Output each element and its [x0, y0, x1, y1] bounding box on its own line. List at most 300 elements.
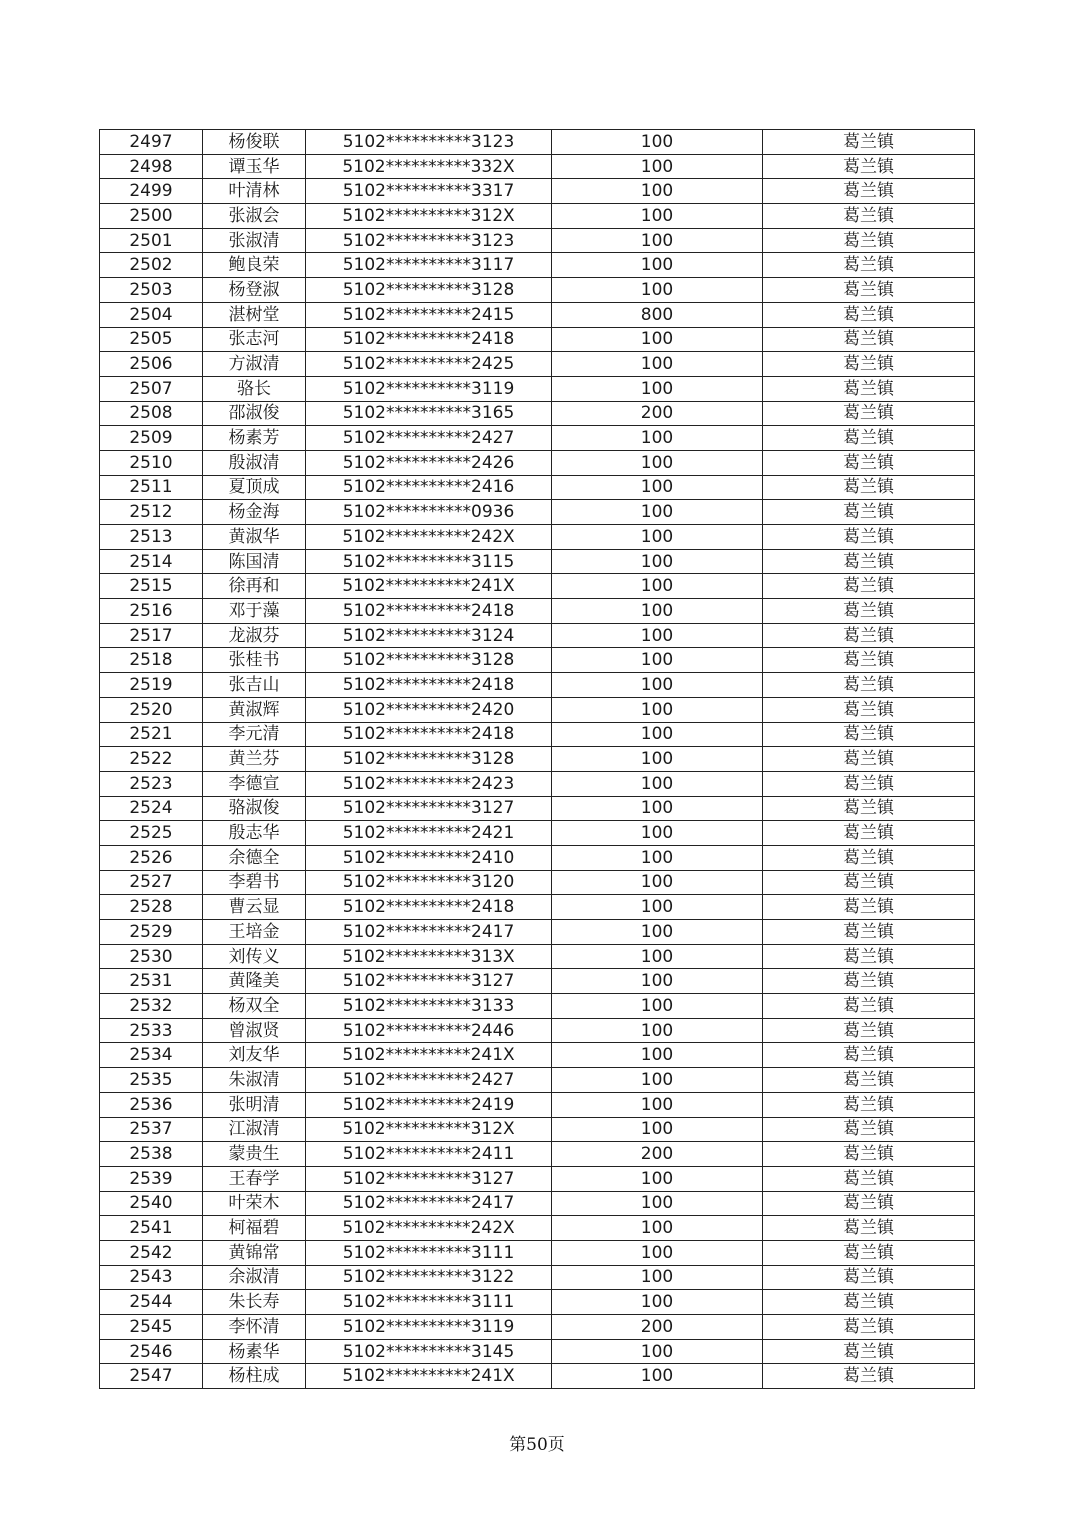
row-number-cell: 2513	[100, 525, 203, 550]
amount-cell: 100	[552, 1166, 763, 1191]
row-number-cell: 2524	[100, 796, 203, 821]
name-cell: 曹云显	[203, 895, 306, 920]
table-row	[100, 376, 975, 401]
table-row	[100, 1043, 975, 1068]
amount-cell: 100	[552, 747, 763, 772]
id-number-cell: 5102**********3117	[306, 253, 552, 278]
name-cell: 李碧书	[203, 870, 306, 895]
id-number-cell: 5102**********2410	[306, 845, 552, 870]
town-cell: 葛兰镇	[763, 327, 975, 352]
table-row	[100, 599, 975, 624]
amount-cell: 100	[552, 1364, 763, 1389]
amount-cell: 200	[552, 401, 763, 426]
town-cell: 葛兰镇	[763, 722, 975, 747]
page-number: 第50页	[509, 1435, 565, 1455]
town-cell: 葛兰镇	[763, 1068, 975, 1093]
name-cell: 杨素芳	[203, 426, 306, 451]
amount-cell: 100	[552, 1191, 763, 1216]
amount-cell: 100	[552, 648, 763, 673]
amount-cell: 100	[552, 549, 763, 574]
row-number-cell: 2506	[100, 352, 203, 377]
row-number-cell: 2510	[100, 450, 203, 475]
town-cell: 葛兰镇	[763, 1142, 975, 1167]
id-number-cell: 5102**********2417	[306, 1191, 552, 1216]
table-row	[100, 1240, 975, 1265]
row-number-cell: 2498	[100, 154, 203, 179]
table-row	[100, 278, 975, 303]
town-cell: 葛兰镇	[763, 1315, 975, 1340]
table-row	[100, 673, 975, 698]
row-number-cell: 2503	[100, 278, 203, 303]
amount-cell: 100	[552, 673, 763, 698]
name-cell: 杨双全	[203, 994, 306, 1019]
amount-cell: 100	[552, 623, 763, 648]
id-number-cell: 5102**********3122	[306, 1265, 552, 1290]
row-number-cell: 2505	[100, 327, 203, 352]
amount-cell: 100	[552, 920, 763, 945]
name-cell: 邵淑俊	[203, 401, 306, 426]
amount-cell: 100	[552, 1092, 763, 1117]
amount-cell: 100	[552, 1240, 763, 1265]
row-number-cell: 2520	[100, 697, 203, 722]
town-cell: 葛兰镇	[763, 895, 975, 920]
table-row	[100, 302, 975, 327]
town-cell: 葛兰镇	[763, 179, 975, 204]
name-cell: 王培金	[203, 920, 306, 945]
town-cell: 葛兰镇	[763, 204, 975, 229]
name-cell: 刘传义	[203, 944, 306, 969]
amount-cell: 100	[552, 327, 763, 352]
row-number-cell: 2500	[100, 204, 203, 229]
row-number-cell: 2517	[100, 623, 203, 648]
id-number-cell: 5102**********2423	[306, 771, 552, 796]
table-row	[100, 895, 975, 920]
id-number-cell: 5102**********2416	[306, 475, 552, 500]
id-number-cell: 5102**********2426	[306, 450, 552, 475]
row-number-cell: 2534	[100, 1043, 203, 1068]
id-number-cell: 5102**********242X	[306, 1216, 552, 1241]
row-number-cell: 2528	[100, 895, 203, 920]
row-number-cell: 2543	[100, 1265, 203, 1290]
name-cell: 徐再和	[203, 574, 306, 599]
id-number-cell: 5102**********2425	[306, 352, 552, 377]
amount-cell: 100	[552, 130, 763, 155]
row-number-cell: 2545	[100, 1315, 203, 1340]
table-row	[100, 648, 975, 673]
id-number-cell: 5102**********3145	[306, 1339, 552, 1364]
amount-cell: 100	[552, 697, 763, 722]
table-row	[100, 1068, 975, 1093]
town-cell: 葛兰镇	[763, 253, 975, 278]
amount-cell: 100	[552, 1068, 763, 1093]
table-row	[100, 771, 975, 796]
name-cell: 骆淑俊	[203, 796, 306, 821]
id-number-cell: 5102**********2420	[306, 697, 552, 722]
table-row	[100, 821, 975, 846]
table-row	[100, 475, 975, 500]
row-number-cell: 2531	[100, 969, 203, 994]
row-number-cell: 2535	[100, 1068, 203, 1093]
town-cell: 葛兰镇	[763, 549, 975, 574]
name-cell: 杨俊联	[203, 130, 306, 155]
id-number-cell: 5102**********312X	[306, 1117, 552, 1142]
amount-cell: 100	[552, 253, 763, 278]
name-cell: 方淑清	[203, 352, 306, 377]
town-cell: 葛兰镇	[763, 1364, 975, 1389]
row-number-cell: 2509	[100, 426, 203, 451]
row-number-cell: 2540	[100, 1191, 203, 1216]
row-number-cell: 2516	[100, 599, 203, 624]
id-number-cell: 5102**********2418	[306, 327, 552, 352]
row-number-cell: 2512	[100, 500, 203, 525]
name-cell: 黄淑辉	[203, 697, 306, 722]
row-number-cell: 2544	[100, 1290, 203, 1315]
table-row	[100, 1216, 975, 1241]
id-number-cell: 5102**********3127	[306, 796, 552, 821]
row-number-cell: 2502	[100, 253, 203, 278]
town-cell: 葛兰镇	[763, 228, 975, 253]
id-number-cell: 5102**********3165	[306, 401, 552, 426]
name-cell: 殷淑清	[203, 450, 306, 475]
name-cell: 骆长	[203, 376, 306, 401]
table-row	[100, 1117, 975, 1142]
row-number-cell: 2538	[100, 1142, 203, 1167]
town-cell: 葛兰镇	[763, 352, 975, 377]
amount-cell: 100	[552, 426, 763, 451]
name-cell: 蒙贵生	[203, 1142, 306, 1167]
name-cell: 张桂书	[203, 648, 306, 673]
id-number-cell: 5102**********2415	[306, 302, 552, 327]
town-cell: 葛兰镇	[763, 376, 975, 401]
row-number-cell: 2522	[100, 747, 203, 772]
town-cell: 葛兰镇	[763, 1092, 975, 1117]
town-cell: 葛兰镇	[763, 302, 975, 327]
amount-cell: 100	[552, 179, 763, 204]
id-number-cell: 5102**********3128	[306, 648, 552, 673]
amount-cell: 100	[552, 278, 763, 303]
name-cell: 黄隆美	[203, 969, 306, 994]
row-number-cell: 2511	[100, 475, 203, 500]
table-row	[100, 253, 975, 278]
amount-cell: 100	[552, 574, 763, 599]
row-number-cell: 2521	[100, 722, 203, 747]
id-number-cell: 5102**********2417	[306, 920, 552, 945]
town-cell: 葛兰镇	[763, 525, 975, 550]
row-number-cell: 2507	[100, 376, 203, 401]
row-number-cell: 2501	[100, 228, 203, 253]
town-cell: 葛兰镇	[763, 574, 975, 599]
town-cell: 葛兰镇	[763, 1166, 975, 1191]
name-cell: 杨柱成	[203, 1364, 306, 1389]
id-number-cell: 5102**********3123	[306, 228, 552, 253]
id-number-cell: 5102**********3133	[306, 994, 552, 1019]
table-row	[100, 327, 975, 352]
table-row	[100, 623, 975, 648]
name-cell: 张淑清	[203, 228, 306, 253]
amount-cell: 800	[552, 302, 763, 327]
town-cell: 葛兰镇	[763, 771, 975, 796]
name-cell: 柯福碧	[203, 1216, 306, 1241]
row-number-cell: 2519	[100, 673, 203, 698]
amount-cell: 100	[552, 599, 763, 624]
name-cell: 湛树堂	[203, 302, 306, 327]
table-row	[100, 401, 975, 426]
name-cell: 龙淑芬	[203, 623, 306, 648]
amount-cell: 100	[552, 376, 763, 401]
id-number-cell: 5102**********2418	[306, 722, 552, 747]
amount-cell: 100	[552, 821, 763, 846]
row-number-cell: 2514	[100, 549, 203, 574]
town-cell: 葛兰镇	[763, 1191, 975, 1216]
town-cell: 葛兰镇	[763, 845, 975, 870]
row-number-cell: 2532	[100, 994, 203, 1019]
amount-cell: 100	[552, 771, 763, 796]
id-number-cell: 5102**********241X	[306, 1043, 552, 1068]
amount-cell: 100	[552, 204, 763, 229]
town-cell: 葛兰镇	[763, 944, 975, 969]
name-cell: 杨登淑	[203, 278, 306, 303]
town-cell: 葛兰镇	[763, 673, 975, 698]
name-cell: 李元清	[203, 722, 306, 747]
id-number-cell: 5102**********2411	[306, 1142, 552, 1167]
id-number-cell: 5102**********313X	[306, 944, 552, 969]
table-row	[100, 1364, 975, 1389]
table-row	[100, 352, 975, 377]
id-number-cell: 5102**********2418	[306, 895, 552, 920]
row-number-cell: 2497	[100, 130, 203, 155]
table-row	[100, 1315, 975, 1340]
town-cell: 葛兰镇	[763, 154, 975, 179]
table-row	[100, 796, 975, 821]
amount-cell: 100	[552, 994, 763, 1019]
id-number-cell: 5102**********2427	[306, 1068, 552, 1093]
roster-table-body	[100, 130, 975, 1389]
id-number-cell: 5102**********2421	[306, 821, 552, 846]
name-cell: 张明清	[203, 1092, 306, 1117]
table-row	[100, 500, 975, 525]
town-cell: 葛兰镇	[763, 475, 975, 500]
name-cell: 张吉山	[203, 673, 306, 698]
table-row	[100, 154, 975, 179]
table-row	[100, 845, 975, 870]
amount-cell: 100	[552, 1339, 763, 1364]
name-cell: 殷志华	[203, 821, 306, 846]
town-cell: 葛兰镇	[763, 1240, 975, 1265]
name-cell: 夏顶成	[203, 475, 306, 500]
amount-cell: 100	[552, 154, 763, 179]
amount-cell: 100	[552, 1117, 763, 1142]
amount-cell: 100	[552, 870, 763, 895]
row-number-cell: 2508	[100, 401, 203, 426]
row-number-cell: 2515	[100, 574, 203, 599]
amount-cell: 100	[552, 1216, 763, 1241]
amount-cell: 200	[552, 1142, 763, 1167]
row-number-cell: 2547	[100, 1364, 203, 1389]
row-number-cell: 2536	[100, 1092, 203, 1117]
name-cell: 杨素华	[203, 1339, 306, 1364]
amount-cell: 100	[552, 944, 763, 969]
id-number-cell: 5102**********3111	[306, 1240, 552, 1265]
amount-cell: 100	[552, 1265, 763, 1290]
name-cell: 李德宣	[203, 771, 306, 796]
town-cell: 葛兰镇	[763, 278, 975, 303]
name-cell: 余德全	[203, 845, 306, 870]
town-cell: 葛兰镇	[763, 401, 975, 426]
table-row	[100, 969, 975, 994]
town-cell: 葛兰镇	[763, 697, 975, 722]
row-number-cell: 2499	[100, 179, 203, 204]
id-number-cell: 5102**********3119	[306, 376, 552, 401]
id-number-cell: 5102**********3119	[306, 1315, 552, 1340]
table-row	[100, 1166, 975, 1191]
table-row	[100, 525, 975, 550]
name-cell: 曾淑贤	[203, 1018, 306, 1043]
row-number-cell: 2542	[100, 1240, 203, 1265]
row-number-cell: 2525	[100, 821, 203, 846]
table-row	[100, 1265, 975, 1290]
table-row	[100, 920, 975, 945]
name-cell: 王春学	[203, 1166, 306, 1191]
row-number-cell: 2533	[100, 1018, 203, 1043]
town-cell: 葛兰镇	[763, 1043, 975, 1068]
row-number-cell: 2523	[100, 771, 203, 796]
town-cell: 葛兰镇	[763, 130, 975, 155]
amount-cell: 100	[552, 1290, 763, 1315]
town-cell: 葛兰镇	[763, 599, 975, 624]
row-number-cell: 2530	[100, 944, 203, 969]
name-cell: 黄兰芬	[203, 747, 306, 772]
row-number-cell: 2518	[100, 648, 203, 673]
name-cell: 张志河	[203, 327, 306, 352]
name-cell: 李怀清	[203, 1315, 306, 1340]
id-number-cell: 5102**********2427	[306, 426, 552, 451]
row-number-cell: 2541	[100, 1216, 203, 1241]
town-cell: 葛兰镇	[763, 969, 975, 994]
table-row	[100, 549, 975, 574]
amount-cell: 100	[552, 228, 763, 253]
town-cell: 葛兰镇	[763, 450, 975, 475]
amount-cell: 100	[552, 796, 763, 821]
amount-cell: 100	[552, 895, 763, 920]
table-row	[100, 179, 975, 204]
amount-cell: 100	[552, 845, 763, 870]
name-cell: 朱淑清	[203, 1068, 306, 1093]
name-cell: 张淑会	[203, 204, 306, 229]
name-cell: 陈国清	[203, 549, 306, 574]
table-row	[100, 1092, 975, 1117]
table-row	[100, 870, 975, 895]
town-cell: 葛兰镇	[763, 426, 975, 451]
id-number-cell: 5102**********3128	[306, 747, 552, 772]
id-number-cell: 5102**********241X	[306, 574, 552, 599]
table-row	[100, 204, 975, 229]
id-number-cell: 5102**********3128	[306, 278, 552, 303]
roster-table	[99, 129, 975, 1389]
id-number-cell: 5102**********241X	[306, 1364, 552, 1389]
table-row	[100, 747, 975, 772]
name-cell: 黄锦常	[203, 1240, 306, 1265]
table-row	[100, 1018, 975, 1043]
amount-cell: 100	[552, 1043, 763, 1068]
id-number-cell: 5102**********3317	[306, 179, 552, 204]
town-cell: 葛兰镇	[763, 648, 975, 673]
town-cell: 葛兰镇	[763, 796, 975, 821]
name-cell: 江淑清	[203, 1117, 306, 1142]
row-number-cell: 2537	[100, 1117, 203, 1142]
id-number-cell: 5102**********0936	[306, 500, 552, 525]
table-row	[100, 426, 975, 451]
table-row	[100, 944, 975, 969]
table-row	[100, 1142, 975, 1167]
id-number-cell: 5102**********3127	[306, 1166, 552, 1191]
amount-cell: 100	[552, 500, 763, 525]
id-number-cell: 5102**********2446	[306, 1018, 552, 1043]
id-number-cell: 5102**********242X	[306, 525, 552, 550]
id-number-cell: 5102**********3115	[306, 549, 552, 574]
row-number-cell: 2529	[100, 920, 203, 945]
id-number-cell: 5102**********3127	[306, 969, 552, 994]
town-cell: 葛兰镇	[763, 870, 975, 895]
row-number-cell: 2539	[100, 1166, 203, 1191]
table-row	[100, 450, 975, 475]
table-row	[100, 1290, 975, 1315]
name-cell: 叶清林	[203, 179, 306, 204]
town-cell: 葛兰镇	[763, 1216, 975, 1241]
town-cell: 葛兰镇	[763, 1339, 975, 1364]
name-cell: 余淑清	[203, 1265, 306, 1290]
table-row	[100, 574, 975, 599]
id-number-cell: 5102**********2418	[306, 673, 552, 698]
id-number-cell: 5102**********3120	[306, 870, 552, 895]
table-row	[100, 228, 975, 253]
name-cell: 刘友华	[203, 1043, 306, 1068]
town-cell: 葛兰镇	[763, 1265, 975, 1290]
town-cell: 葛兰镇	[763, 500, 975, 525]
id-number-cell: 5102**********332X	[306, 154, 552, 179]
amount-cell: 100	[552, 969, 763, 994]
id-number-cell: 5102**********312X	[306, 204, 552, 229]
table-row	[100, 1191, 975, 1216]
row-number-cell: 2526	[100, 845, 203, 870]
town-cell: 葛兰镇	[763, 623, 975, 648]
amount-cell: 100	[552, 1018, 763, 1043]
row-number-cell: 2546	[100, 1339, 203, 1364]
row-number-cell: 2527	[100, 870, 203, 895]
town-cell: 葛兰镇	[763, 1018, 975, 1043]
table-row	[100, 1339, 975, 1364]
town-cell: 葛兰镇	[763, 1290, 975, 1315]
amount-cell: 100	[552, 475, 763, 500]
town-cell: 葛兰镇	[763, 1117, 975, 1142]
town-cell: 葛兰镇	[763, 994, 975, 1019]
name-cell: 邓于藻	[203, 599, 306, 624]
table-row	[100, 722, 975, 747]
name-cell: 叶荣木	[203, 1191, 306, 1216]
name-cell: 黄淑华	[203, 525, 306, 550]
id-number-cell: 5102**********3124	[306, 623, 552, 648]
amount-cell: 100	[552, 722, 763, 747]
name-cell: 朱长寿	[203, 1290, 306, 1315]
id-number-cell: 5102**********2418	[306, 599, 552, 624]
amount-cell: 100	[552, 352, 763, 377]
town-cell: 葛兰镇	[763, 920, 975, 945]
amount-cell: 100	[552, 525, 763, 550]
name-cell: 谭玉华	[203, 154, 306, 179]
name-cell: 杨金海	[203, 500, 306, 525]
id-number-cell: 5102**********2419	[306, 1092, 552, 1117]
amount-cell: 200	[552, 1315, 763, 1340]
table-row	[100, 994, 975, 1019]
